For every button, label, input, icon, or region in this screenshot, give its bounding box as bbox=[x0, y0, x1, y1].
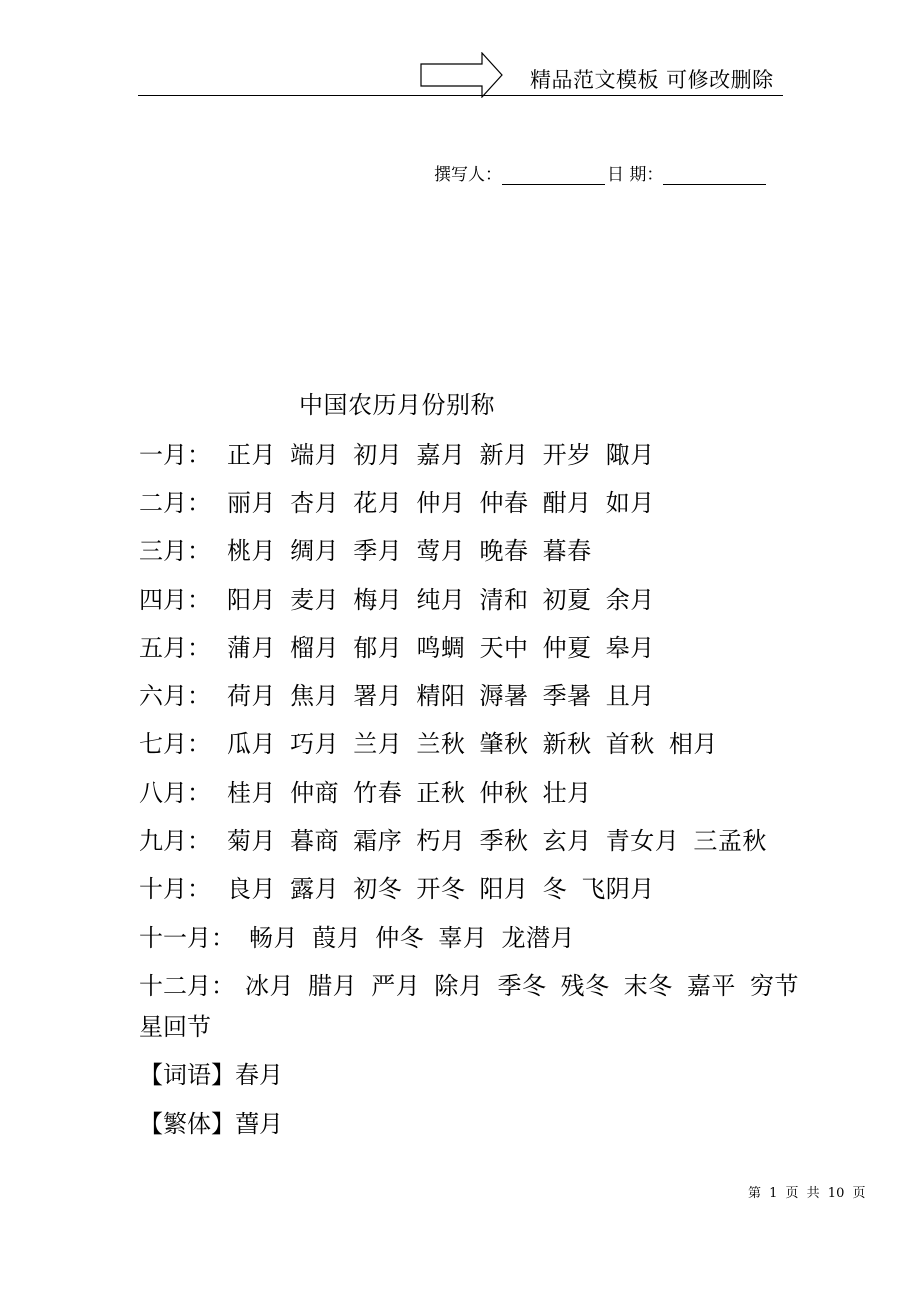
date-blank-field bbox=[663, 164, 766, 185]
month-label: 十一月： bbox=[139, 923, 235, 952]
term-row-traditional bbox=[139, 1104, 283, 1139]
month-label: 八月： bbox=[139, 778, 211, 807]
month-names: 瓜月 巧月 兰月 兰秋 肇秋 新秋 首秋 相月 bbox=[227, 730, 718, 759]
month-row bbox=[139, 959, 799, 1007]
arrow-icon bbox=[420, 52, 504, 98]
term-bracket-label: 【词语】 bbox=[139, 1061, 235, 1089]
term-value: 萅月 bbox=[235, 1110, 283, 1138]
month-names: 阳月 麦月 梅月 纯月 清和 初夏 余月 bbox=[227, 585, 655, 614]
month-label: 三月： bbox=[139, 537, 211, 566]
term-bracket-label: 【繁体】 bbox=[139, 1110, 235, 1138]
month-label: 十二月： bbox=[139, 971, 235, 1000]
month-row bbox=[139, 863, 799, 911]
month-row bbox=[139, 428, 799, 476]
month-names: 荷月 焦月 署月 精阳 溽暑 季暑 且月 bbox=[227, 682, 655, 711]
month-row bbox=[139, 573, 799, 621]
month-row bbox=[139, 525, 799, 573]
month-label: 六月： bbox=[139, 682, 211, 711]
month-row bbox=[139, 669, 799, 717]
term-value: 春月 bbox=[235, 1061, 283, 1089]
month-label: 二月： bbox=[139, 488, 211, 517]
header-divider bbox=[138, 95, 783, 96]
page-number: 第 1 页 共 10 页 bbox=[748, 1186, 866, 1201]
month-row bbox=[139, 476, 799, 524]
month-names: 蒲月 榴月 郁月 鸣蜩 天中 仲夏 皋月 bbox=[227, 633, 655, 662]
header-tagline: 精品范文模板 可修改删除 bbox=[530, 68, 774, 92]
author-date-line bbox=[434, 160, 766, 185]
month-names: 冰月 腊月 严月 除月 季冬 残冬 末冬 嘉平 穷节 bbox=[244, 971, 799, 1000]
month-names: 菊月 暮商 霜序 朽月 季秋 玄月 青女月 三孟秋 bbox=[227, 827, 767, 856]
term-row-word bbox=[139, 1055, 283, 1090]
month-row bbox=[139, 621, 799, 669]
month-row bbox=[139, 911, 799, 959]
month-names: 正月 端月 初月 嘉月 新月 开岁 陬月 bbox=[227, 440, 655, 469]
month-label: 十月： bbox=[139, 875, 211, 904]
wrapped-name-text: 星回节 bbox=[139, 1013, 211, 1041]
month-label: 五月： bbox=[139, 633, 211, 662]
month-label: 七月： bbox=[139, 730, 211, 759]
month-list bbox=[139, 428, 799, 1008]
author-label: 撰写人： bbox=[434, 165, 502, 185]
author-blank-field bbox=[502, 164, 605, 185]
document-title: 中国农历月份别称 bbox=[299, 391, 495, 419]
month-names: 丽月 杏月 花月 仲月 仲春 酣月 如月 bbox=[227, 488, 655, 517]
date-label: 日 期： bbox=[607, 165, 664, 185]
month-names: 畅月 葭月 仲冬 辜月 龙潜月 bbox=[249, 923, 576, 952]
month-names: 桃月 绸月 季月 莺月 晚春 暮春 bbox=[227, 537, 592, 566]
month-row bbox=[139, 766, 799, 814]
month-label: 四月： bbox=[139, 585, 211, 614]
month-names: 桂月 仲商 竹春 正秋 仲秋 壮月 bbox=[227, 778, 592, 807]
month-label: 九月： bbox=[139, 827, 211, 856]
month-label: 一月： bbox=[139, 440, 211, 469]
month-row bbox=[139, 814, 799, 862]
month-row bbox=[139, 718, 799, 766]
month-names: 良月 露月 初冬 开冬 阳月 冬 飞阴月 bbox=[227, 875, 655, 904]
